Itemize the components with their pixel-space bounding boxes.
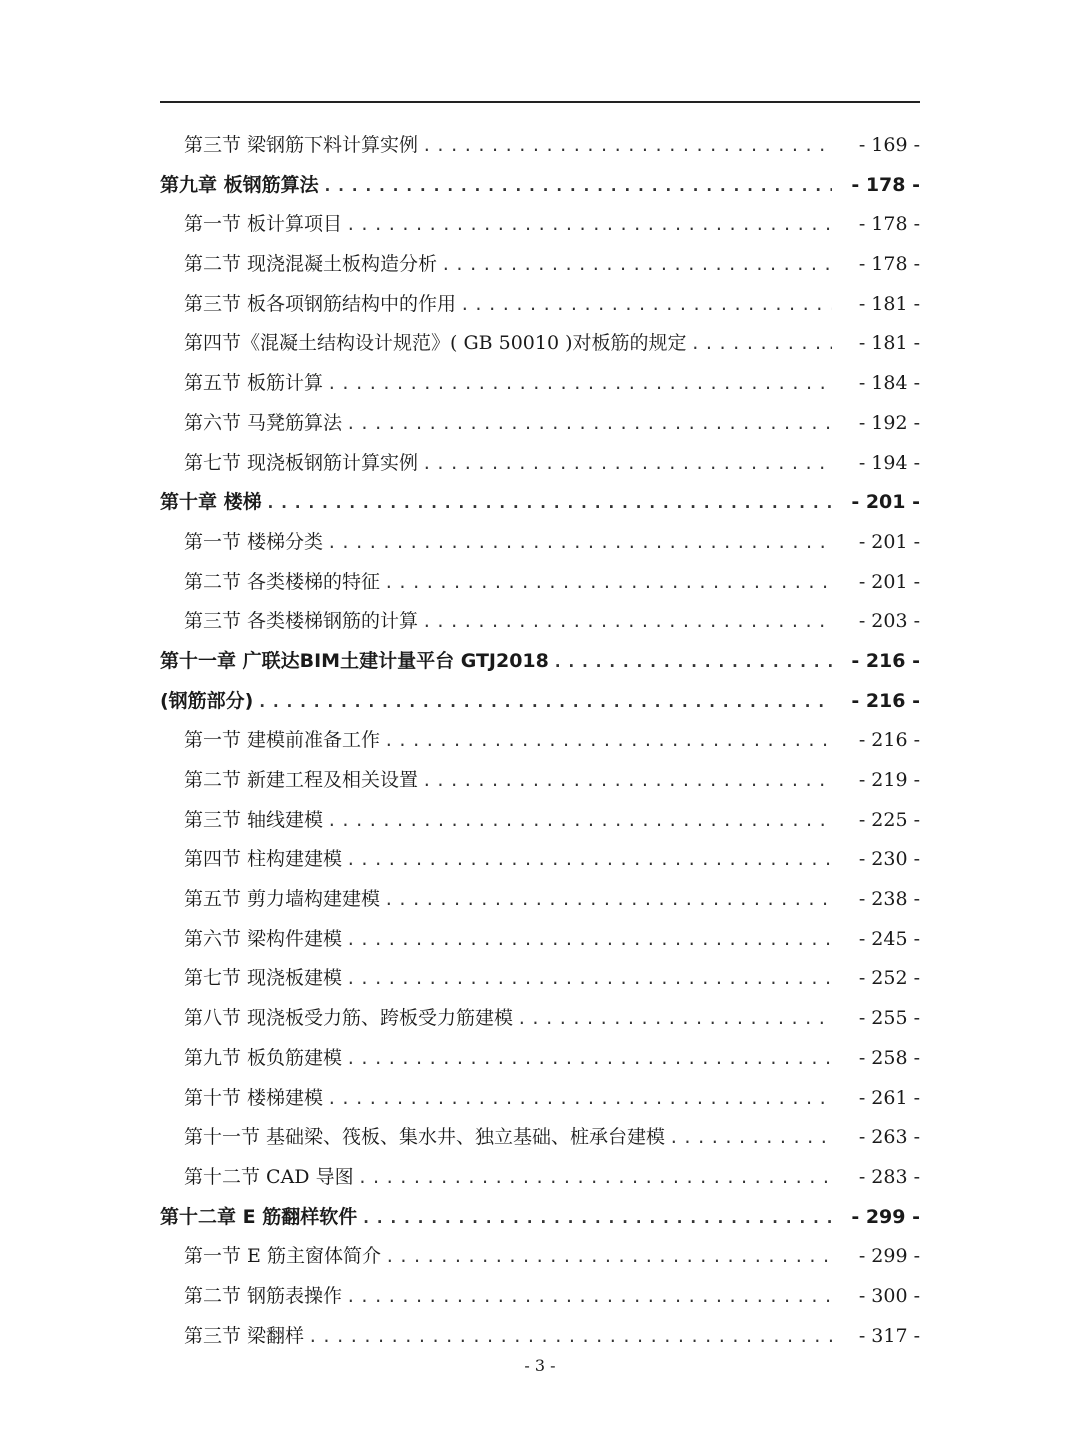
toc-entry-page-number: - 178 - <box>858 213 920 236</box>
toc-section-entry[interactable] <box>160 1118 920 1158</box>
toc-entry-title: 第十章 楼梯 <box>160 491 262 514</box>
toc-entry-title: 第二节 现浇混凝土板构造分析 <box>184 253 438 276</box>
toc-chapter-entry[interactable] <box>160 642 920 682</box>
toc-section-entry[interactable] <box>160 920 920 960</box>
dot-leader <box>257 682 832 722</box>
table-of-contents <box>160 126 920 1356</box>
dot-leader <box>384 880 832 920</box>
dot-leader <box>346 1039 832 1079</box>
toc-entry-page-number: - 255 - <box>858 1007 920 1030</box>
toc-entry-page-number: - 203 - <box>858 610 920 633</box>
toc-section-entry[interactable] <box>160 1158 920 1198</box>
toc-entry-page-number: - 252 - <box>858 967 920 990</box>
dot-leader <box>323 166 832 206</box>
toc-section-entry[interactable] <box>160 1317 920 1357</box>
dot-leader <box>266 483 832 523</box>
toc-entry-title: 第六节 梁构件建模 <box>184 927 343 950</box>
dot-leader <box>669 1118 832 1158</box>
toc-entry-page-number: - 283 - <box>858 1165 920 1188</box>
toc-chapter-entry[interactable] <box>160 483 920 523</box>
toc-section-entry[interactable] <box>160 761 920 801</box>
toc-entry-page-number: - 201 - <box>851 491 920 514</box>
toc-section-entry[interactable] <box>160 721 920 761</box>
toc-entry-page-number: - 216 - <box>858 729 920 752</box>
toc-section-entry[interactable] <box>160 285 920 325</box>
dot-leader <box>441 245 832 285</box>
toc-section-entry[interactable] <box>160 959 920 999</box>
toc-chapter-entry[interactable] <box>160 1198 920 1238</box>
toc-entry-title: 第十二节 CAD 导图 <box>184 1165 354 1188</box>
dot-leader <box>327 1079 832 1119</box>
dot-leader <box>346 920 832 960</box>
toc-section-entry[interactable] <box>160 1039 920 1079</box>
dot-leader <box>308 1317 832 1357</box>
toc-entry-title: 第九章 板钢筋算法 <box>160 173 319 196</box>
toc-entry-page-number: - 258 - <box>858 1046 920 1069</box>
toc-entry-title: 第六节 马凳筋算法 <box>184 411 343 434</box>
toc-section-entry[interactable] <box>160 999 920 1039</box>
dot-leader <box>422 444 832 484</box>
toc-entry-title: (钢筋部分) <box>160 689 254 712</box>
toc-entry-page-number: - 299 - <box>858 1245 920 1268</box>
dot-leader <box>327 801 832 841</box>
toc-entry-page-number: - 181 - <box>858 292 920 315</box>
toc-entry-page-number: - 169 - <box>858 134 920 156</box>
dot-leader <box>384 721 832 761</box>
dot-leader <box>346 404 832 444</box>
toc-entry-title: 第九节 板负筋建模 <box>184 1046 343 1069</box>
toc-entry-page-number: - 201 - <box>858 570 920 593</box>
dot-leader <box>422 761 832 801</box>
toc-entry-page-number: - 299 - <box>851 1205 920 1228</box>
toc-section-entry[interactable] <box>160 801 920 841</box>
toc-entry-title: 第七节 现浇板建模 <box>184 967 343 990</box>
toc-entry-title: 第二节 各类楼梯的特征 <box>184 570 381 593</box>
toc-entry-page-number: - 194 - <box>858 451 920 474</box>
dot-leader <box>346 840 832 880</box>
toc-entry-page-number: - 317 - <box>858 1324 920 1347</box>
toc-entry-page-number: - 219 - <box>858 769 920 791</box>
toc-entry-title: 第一节 E 筋主窗体简介 <box>184 1245 381 1268</box>
toc-entry-title: 第八节 现浇板受力筋、跨板受力筋建模 <box>184 1007 514 1030</box>
toc-entry-title: 第一节 建模前准备工作 <box>184 729 381 752</box>
toc-entry-title: 第四节《混凝土结构设计规范》( GB 50010 )对板筋的规定 <box>184 332 687 355</box>
toc-entry-title: 第五节 剪力墙构建建模 <box>184 888 381 911</box>
toc-section-entry[interactable] <box>160 324 920 364</box>
toc-entry-page-number: - 178 - <box>851 173 920 196</box>
toc-entry-title: 第二节 新建工程及相关设置 <box>184 769 419 791</box>
toc-entry-title: 第三节 轴线建模 <box>184 808 324 831</box>
toc-entry-title: 第一节 板计算项目 <box>184 213 343 236</box>
toc-section-entry[interactable] <box>160 880 920 920</box>
toc-entry-page-number: - 201 - <box>858 530 920 553</box>
toc-chapter-entry[interactable] <box>160 166 920 206</box>
toc-entry-page-number: - 184 - <box>858 372 920 395</box>
toc-entry-page-number: - 181 - <box>858 332 920 355</box>
toc-section-entry[interactable] <box>160 1079 920 1119</box>
toc-section-entry[interactable] <box>160 563 920 603</box>
toc-entry-title: 第十二章 E 筋翻样软件 <box>160 1205 358 1228</box>
toc-entry-page-number: - 216 - <box>851 689 920 712</box>
toc-entry-title: 第三节 各类楼梯钢筋的计算 <box>184 610 419 633</box>
dot-leader <box>553 642 832 682</box>
dot-leader <box>327 523 832 563</box>
toc-entry-title: 第十一章 广联达BIM土建计量平台 GTJ2018 <box>160 649 549 672</box>
toc-entry-page-number: - 225 - <box>858 808 920 831</box>
toc-entry-title: 第三节 梁钢筋下料计算实例 <box>184 134 419 156</box>
toc-section-entry[interactable] <box>160 1237 920 1277</box>
toc-chapter-entry[interactable] <box>160 682 920 722</box>
dot-leader <box>346 1277 832 1317</box>
toc-section-entry[interactable] <box>160 523 920 563</box>
toc-section-entry[interactable] <box>160 602 920 642</box>
dot-leader <box>422 126 832 166</box>
dot-leader <box>327 364 832 404</box>
toc-section-entry[interactable] <box>160 444 920 484</box>
toc-section-entry[interactable] <box>160 126 920 166</box>
dot-leader <box>460 285 832 325</box>
toc-entry-page-number: - 263 - <box>858 1126 920 1149</box>
dot-leader <box>422 602 832 642</box>
toc-entry-page-number: - 216 - <box>851 649 920 672</box>
toc-entry-page-number: - 245 - <box>858 927 920 950</box>
page-footer-number: - 3 - <box>524 1356 556 1375</box>
dot-leader <box>346 959 832 999</box>
toc-entry-page-number: - 261 - <box>858 1086 920 1109</box>
toc-section-entry[interactable] <box>160 364 920 404</box>
header-rule <box>160 101 920 103</box>
toc-section-entry[interactable] <box>160 840 920 880</box>
toc-entry-page-number: - 192 - <box>858 411 920 434</box>
toc-entry-title: 第一节 楼梯分类 <box>184 530 324 553</box>
dot-leader <box>346 205 832 245</box>
toc-entry-title: 第三节 板各项钢筋结构中的作用 <box>184 292 457 315</box>
toc-entry-page-number: - 230 - <box>858 848 920 871</box>
toc-entry-title: 第二节 钢筋表操作 <box>184 1284 343 1307</box>
toc-entry-title: 第三节 梁翻样 <box>184 1324 305 1347</box>
dot-leader <box>361 1198 832 1238</box>
toc-entry-title: 第十一节 基础梁、筏板、集水井、独立基础、桩承台建模 <box>184 1126 666 1149</box>
toc-section-entry[interactable] <box>160 1277 920 1317</box>
toc-entry-title: 第四节 柱构建建模 <box>184 848 343 871</box>
toc-entry-page-number: - 178 - <box>858 253 920 276</box>
toc-entry-page-number: - 300 - <box>858 1284 920 1307</box>
toc-section-entry[interactable] <box>160 205 920 245</box>
toc-section-entry[interactable] <box>160 245 920 285</box>
toc-entry-page-number: - 238 - <box>858 888 920 911</box>
dot-leader <box>358 1158 832 1198</box>
dot-leader <box>691 324 832 364</box>
toc-entry-title: 第十节 楼梯建模 <box>184 1086 324 1109</box>
dot-leader <box>385 1237 832 1277</box>
dot-leader <box>384 563 832 603</box>
toc-entry-title: 第五节 板筋计算 <box>184 372 324 395</box>
dot-leader <box>517 999 832 1039</box>
toc-entry-title: 第七节 现浇板钢筋计算实例 <box>184 451 419 474</box>
toc-section-entry[interactable] <box>160 404 920 444</box>
